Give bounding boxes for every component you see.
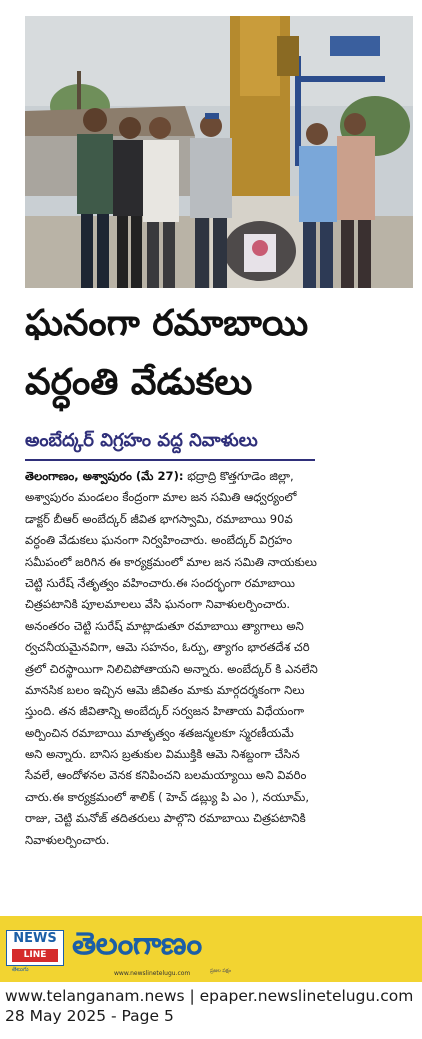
page-info: 28 May 2025 - Page 5 <box>5 1007 174 1025</box>
body-line: సమీపంలో జరిగిన ఈ కార్యక్రమంలో మాల జన సమితి నాయకులు <box>25 554 317 569</box>
body-line: అని అన్నారు. బానిస బ్రతుకుల విముక్తికి ఆమె నిశబ్దంగా చేసిన <box>25 747 300 762</box>
group-photo-illustration <box>25 16 413 288</box>
body-line: రాజు, చెట్టి మనోజ్ తదితరులు పాల్గొని రమాబాయి చిత్రపటానికి <box>25 811 306 826</box>
logo-telugu-text: తెలుగు <box>12 966 29 973</box>
masthead-tagline: ప్రజల పక్షం <box>210 968 232 974</box>
url-line: www.telanganam.news | epaper.newslinetelugu.com <box>5 987 414 1005</box>
subheading-underline <box>25 459 315 461</box>
body-line: సేవలే, ఆందోళనల వెనక కనిపించని బలమయ్యాయి అని వివరిం <box>25 768 307 783</box>
body-line: నివాళులర్పించారు. <box>25 832 110 847</box>
body-line: చెట్టి సురేష్ నేతృత్వం వహించారు.ఈ సందర్భంగా రమాబాయి <box>25 575 295 590</box>
body-line: అర్పించిన రమాబాయి మాతృత్వం శతజన్మలకూ స్మరణీయమే <box>25 725 294 740</box>
body-line: త్రలో చిరస్థాయిగా నిలిచిపోతాయని అన్నారు. అంబేద్కర్ కి ఎనలేని <box>25 661 318 676</box>
body-line: డాక్టర్ బీఆర్ అంబేద్కర్ జీవిత భాగస్వామి, రమాబాయి 90వ <box>25 511 293 526</box>
headline-line-1: ఘనంగా రమాబాయి <box>25 303 309 344</box>
masthead-url: www.newslinetelugu.com <box>114 970 191 977</box>
logo-line-text: LINE <box>12 949 58 962</box>
body-line-text: భద్రాద్రి కొత్తగూడెం జిల్లా, <box>183 469 294 483</box>
body-line: స్తుంది. తన జీవితాన్ని అంబేద్కర్ సర్వజన హితాయ విధేయంగా <box>25 704 305 719</box>
subheading: అంబేద్కర్ విగ్రహం వద్ద నివాళులు <box>25 430 258 451</box>
body-line: వర్ధంతి వేడుకలు ఘనంగా నిర్వహించారు. అంబేద్కర్ విగ్రహం <box>25 533 293 548</box>
body-line: అశ్వాపురం మండలం కేంద్రంగా మాల జన సమితి ఆధ్వర్యంలో <box>25 490 297 505</box>
body-line <box>25 466 417 487</box>
dateline: తెలంగాణం, అశ్వాపురం (మే 27): <box>25 469 184 483</box>
body-line: చిత్రపటానికి పూలమాలలు వేసి ఘనంగా నివాళులర్పించారు. <box>25 597 291 612</box>
body-line: ర్వచనీయమైనవిగా, ఆమె సహనం, ఓర్పు, త్యాగం భారతదేశ చరి <box>25 640 310 655</box>
masthead: తెలంగాణం <box>72 926 202 962</box>
body-line: చారు.ఈ కార్యక్రమంలో శాలిక్ ( హెచ్ డబ్ల్యు పి ఎం ), నయూమ్, <box>25 789 309 804</box>
article-body <box>25 466 417 851</box>
news-photo <box>25 16 413 288</box>
body-line: మానసిక బలం ఇచ్చిన ఆమె జీవితం మాకు మార్గదర్శకంగా నిలు <box>25 682 305 697</box>
logo-news-text: NEWS <box>13 931 57 946</box>
body-line: అనంతరం చెట్టి సురేష్ మాట్లాడుతూ రమాబాయి త్యాగాలు అని <box>25 618 304 633</box>
headline-line-2: వర్ధంతి వేడుకలు <box>25 362 253 403</box>
